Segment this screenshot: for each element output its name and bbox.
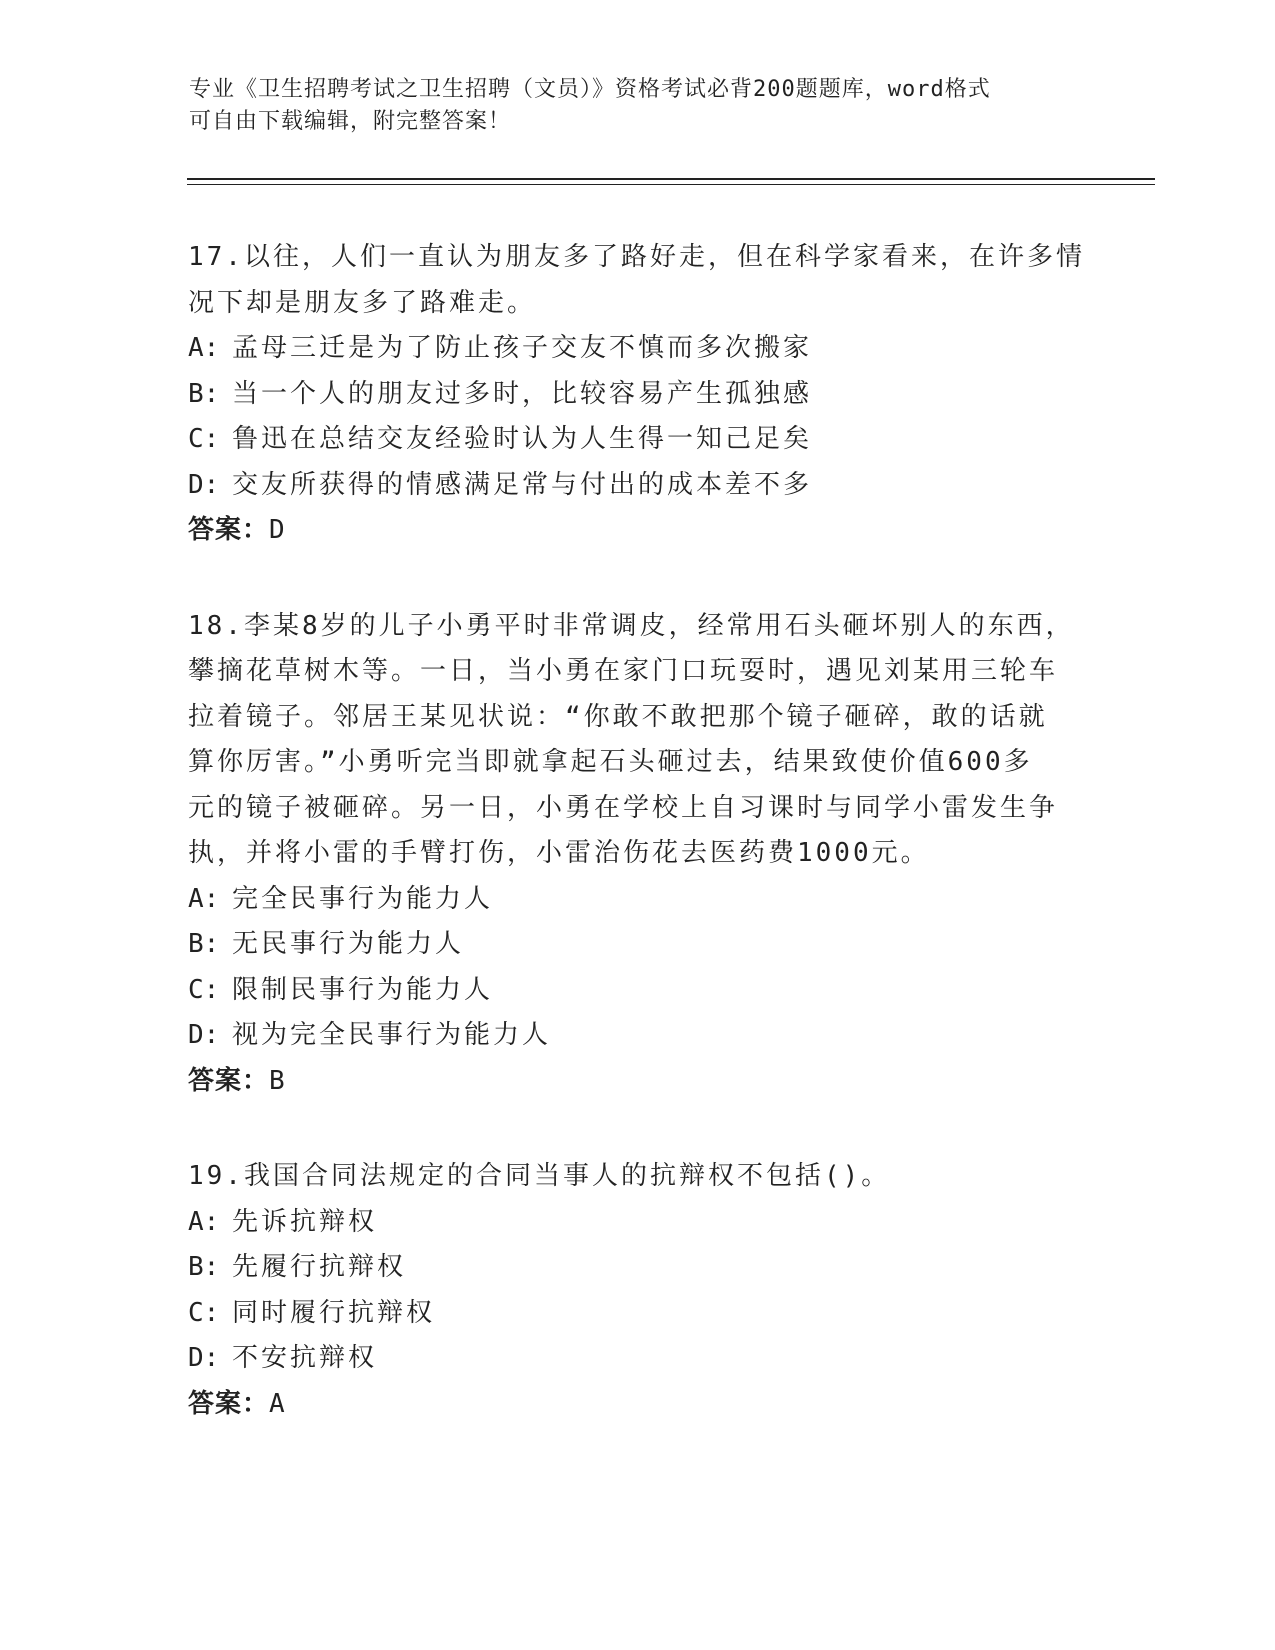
option-a (188, 1200, 1088, 1246)
option-key: A: (188, 1206, 220, 1237)
question-list (188, 235, 1088, 1477)
option-text: 完全民事行为能力人 (232, 883, 494, 914)
option-text: 限制民事行为能力人 (232, 974, 494, 1005)
header-divider (187, 178, 1155, 185)
option-text: 先履行抗辩权 (232, 1252, 407, 1282)
option-b (188, 1245, 1088, 1291)
answer-line (188, 1382, 1088, 1428)
option-text: 不安抗辩权 (232, 1343, 378, 1373)
option-b (188, 922, 1088, 968)
option-key: D: (188, 1020, 220, 1050)
question-stem-line: 拉着镜子。邻居王某见状说：“你敢不敢把那个镜子砸碎，敢的话就 (188, 701, 1048, 732)
option-text: 先诉抗辩权 (232, 1206, 378, 1237)
question-stem (188, 604, 1088, 877)
question-stem-line: 17.以往，人们一直认为朋友多了路好走，但在科学家看来，在许多情 (188, 242, 1085, 272)
answer-line (188, 508, 1088, 554)
option-c (188, 417, 1088, 463)
option-text: 当一个人的朋友过多时，比较容易产生孤独感 (232, 378, 813, 409)
option-key: A: (188, 333, 220, 363)
question-stem (188, 1154, 1088, 1200)
option-key: D: (188, 469, 220, 500)
header-intro-line-1: 专业《卫生招聘考试之卫生招聘（文员）》资格考试必背200题题库，word格式 (189, 77, 991, 102)
question-stem (188, 235, 1088, 326)
answer-value: D (269, 515, 286, 545)
question-stem-line: 18.李某8岁的儿子小勇平时非常调皮，经常用石头砸坏别人的东西， (188, 610, 1075, 641)
option-text: 孟母三迁是为了防止孩子交友不慎而多次搬家 (232, 333, 813, 363)
option-key: C: (188, 424, 220, 454)
option-key: D: (188, 1343, 220, 1373)
question-stem-line: 况下却是朋友多了路难走。 (188, 287, 537, 318)
option-text: 同时履行抗辩权 (232, 1297, 436, 1328)
question-stem-line: 算你厉害。”小勇听完当即就拿起石头砸过去，结果致使价值600多 (188, 747, 1033, 777)
question-19 (188, 1154, 1088, 1427)
answer-value: A (269, 1388, 286, 1419)
option-d (188, 1336, 1088, 1382)
document-header (189, 74, 1069, 138)
option-text: 鲁迅在总结交友经验时认为人生得一知己足矣 (232, 424, 813, 454)
option-text: 无民事行为能力人 (232, 929, 465, 959)
option-key: C: (188, 974, 220, 1005)
option-key: B: (188, 378, 220, 409)
question-stem-line: 攀摘花草树木等。一日，当小勇在家门口玩耍时，遇见刘某用三轮车 (188, 656, 1059, 686)
option-a (188, 877, 1088, 923)
option-b (188, 372, 1088, 418)
option-text: 视为完全民事行为能力人 (232, 1020, 552, 1050)
question-18 (188, 604, 1088, 1105)
header-intro-line-2: 可自由下载编辑，附完整答案！ (189, 109, 512, 134)
option-d (188, 1013, 1088, 1059)
option-a (188, 326, 1088, 372)
option-c (188, 968, 1088, 1014)
option-c (188, 1291, 1088, 1337)
option-key: B: (188, 929, 220, 959)
answer-label: 答案： (188, 1065, 270, 1096)
question-stem-line: 执，并将小雷的手臂打伤，小雷治伤花去医药费1000元。 (188, 838, 930, 868)
option-key: C: (188, 1297, 220, 1328)
question-stem-line: 元的镜子被砸碎。另一日，小勇在学校上自习课时与同学小雷发生争 (188, 792, 1059, 823)
option-text: 交友所获得的情感满足常与付出的成本差不多 (232, 469, 813, 500)
answer-line (188, 1059, 1088, 1105)
question-stem-line: 19.我国合同法规定的合同当事人的抗辩权不包括()。 (188, 1161, 891, 1191)
answer-value: B (269, 1065, 286, 1096)
answer-label: 答案： (188, 1388, 270, 1419)
option-key: B: (188, 1252, 220, 1282)
option-d (188, 463, 1088, 509)
answer-label: 答案： (188, 515, 270, 545)
question-17 (188, 235, 1088, 554)
option-key: A: (188, 883, 220, 914)
